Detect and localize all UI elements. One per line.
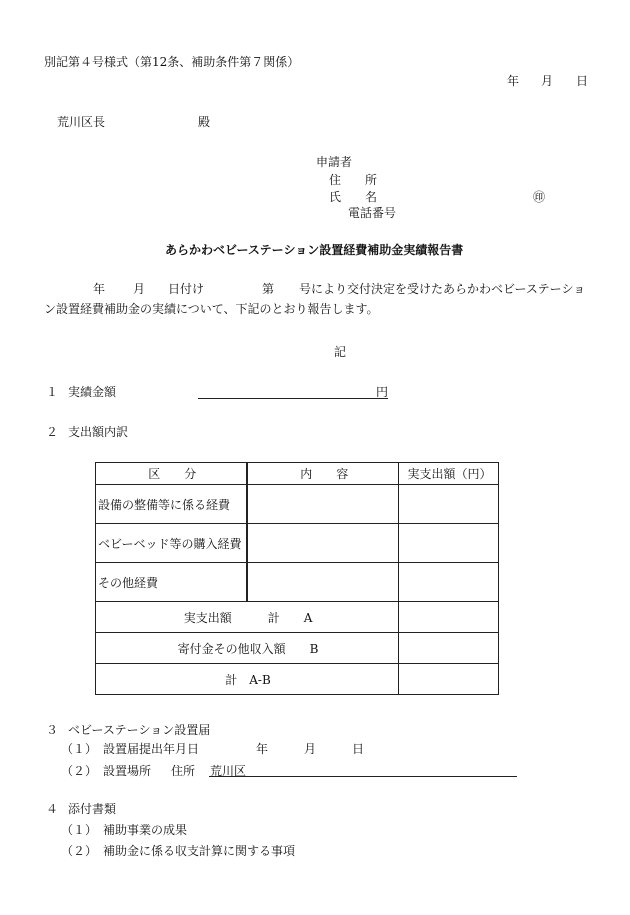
section3-number: ３ (46, 723, 59, 737)
date-month-label: 月 (541, 74, 554, 88)
header-category: 区 分 (96, 463, 248, 485)
amount-unit: 円 (376, 385, 389, 399)
body-dated: 日付け (168, 282, 205, 296)
applicant-address-label: 住 所 (329, 173, 378, 187)
applicant-label: 申請者 (316, 155, 353, 169)
section4-number: ４ (46, 802, 59, 816)
amount-underline (198, 398, 388, 399)
expenditure-table (95, 462, 499, 695)
sum-ab-label: 計 A-B (96, 664, 399, 695)
section3-day: 日 (352, 742, 365, 756)
table-row (96, 563, 499, 602)
header-content: 内 容 (247, 463, 398, 485)
addressee-honorific: 殿 (198, 115, 211, 129)
section4-item1-number: （１） (61, 823, 98, 837)
section4-item2-label: 補助金に係る収支計算に関する事項 (103, 844, 296, 858)
table-row (96, 485, 499, 524)
sum-b-label: 寄付金その他収入額 B (96, 633, 399, 664)
sum-b-amount-cell (399, 633, 499, 664)
addressee-name: 荒川区長 (57, 115, 106, 129)
header-actual-expense: 実支出額（円） (399, 463, 499, 485)
ki-heading: 記 (334, 345, 347, 359)
sum-ab-amount-cell (399, 664, 499, 695)
row-amount-cell (399, 524, 499, 563)
row-content-cell (247, 485, 398, 524)
date-day-label: 日 (576, 74, 589, 88)
seal-mark: ㊞ (533, 190, 546, 204)
address-underline (209, 776, 517, 777)
body-year: 年 (93, 282, 106, 296)
section2-number: ２ (46, 425, 59, 439)
row-category-babybed: ベビーベッド等の購入経費 (96, 524, 248, 563)
section3-item2-label: 設置場所 (103, 764, 152, 778)
section4-item1-label: 補助事業の成果 (103, 823, 188, 837)
body-dai: 第 (262, 282, 275, 296)
section3-year: 年 (256, 742, 269, 756)
row-category-other: その他経費 (96, 563, 248, 602)
applicant-name-label: 氏 名 (329, 190, 378, 204)
section4-label: 添付書類 (68, 802, 117, 816)
table-row (96, 524, 499, 563)
body-line1-rest: 号により交付決定を受けたあらかわベビーステーショ (299, 282, 586, 296)
sum-row-ab (96, 664, 499, 695)
row-category-equipment: 設備の整備等に係る経費 (96, 485, 248, 524)
row-amount-cell (399, 485, 499, 524)
table-header-row (96, 463, 499, 485)
sum-a-amount-cell (399, 602, 499, 633)
row-content-cell (247, 524, 398, 563)
document-title: あらかわベビーステーション設置経費補助金実績報告書 (165, 243, 464, 257)
body-line2: ン設置経費補助金の実績について、下記のとおり報告します。 (44, 302, 379, 316)
section4-item2-number: （２） (61, 844, 98, 858)
sum-row-b (96, 633, 499, 664)
sum-a-label: 実支出額 計 A (96, 602, 399, 633)
body-month: 月 (133, 282, 146, 296)
row-amount-cell (399, 563, 499, 602)
section3-month: 月 (304, 742, 317, 756)
section1-label: 実績金額 (68, 385, 117, 399)
date-year-label: 年 (507, 74, 520, 88)
applicant-phone-label: 電話番号 (348, 206, 397, 220)
form-identifier: 別記第４号様式（第12条、補助条件第７関係） (44, 55, 300, 69)
section3-address-value: 荒川区 (210, 764, 247, 778)
row-content-cell (247, 563, 398, 602)
section3-label: ベビーステーション設置届 (68, 723, 211, 737)
section1-number: １ (46, 385, 59, 399)
section3-item1-number: （１） (61, 742, 98, 756)
section3-item2-number: （２） (61, 764, 98, 778)
section2-label: 支出額内訳 (68, 425, 129, 439)
section3-address-label: 住所 (171, 764, 196, 778)
section3-item1-label: 設置届提出年月日 (103, 742, 200, 756)
sum-row-a (96, 602, 499, 633)
